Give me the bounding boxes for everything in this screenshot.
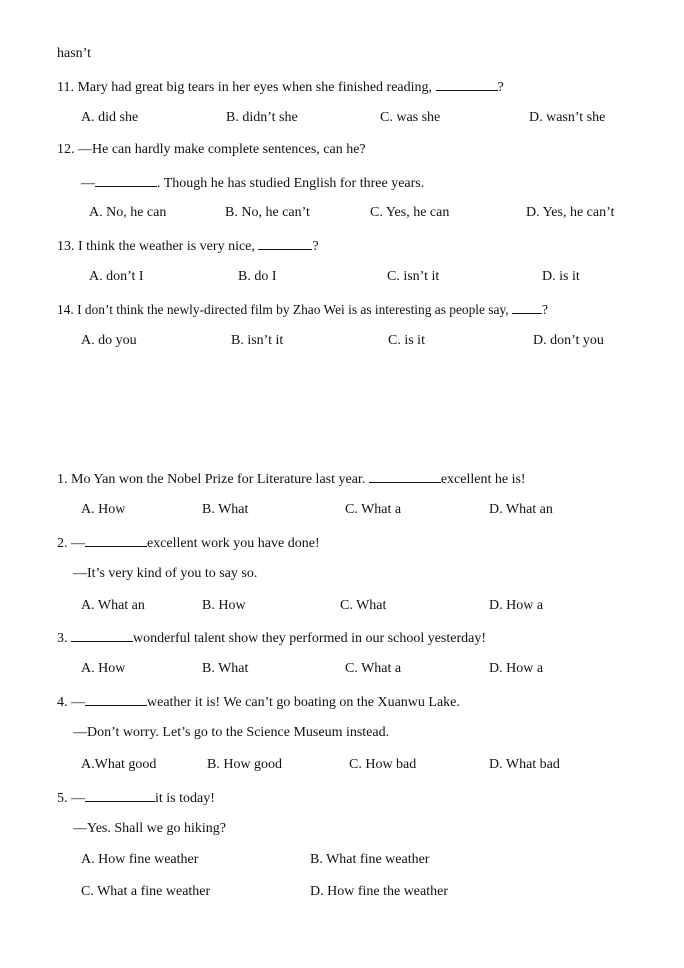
option-c: C. What a fine weather [81,884,211,899]
question-5-reply: —Yes. Shall we go hiking? [73,821,226,836]
question-13-stem [57,236,319,256]
option-a: A. How [81,661,126,676]
option-d: D. Yes, he can’t [526,205,615,220]
question-1-tail: excellent he is! [440,472,526,487]
question-2-text: excellent work you have done! [147,536,320,551]
answer-blank [512,300,542,314]
option-d: D. What bad [489,757,560,772]
question-4-reply: —Don’t worry. Let’s go to the Science Museum instead. [73,725,390,740]
option-b: B. What [202,502,249,517]
option-b: B. What fine weather [310,852,430,867]
option-d: D. How a [489,598,544,613]
answer-blank [436,77,498,91]
option-c: C. isn’t it [387,269,440,284]
question-2-stem [57,533,320,553]
option-c: C. Yes, he can [370,205,450,220]
option-d: D. How fine the weather [310,884,449,899]
question-2-number: 2. — [57,536,85,551]
question-5-text: it is today! [155,791,215,806]
option-a: A. don’t I [89,269,144,284]
option-c: C. What [340,598,387,613]
question-14-stem [57,300,548,319]
option-c: C. What a [345,661,402,676]
option-b: B. No, he can’t [225,205,310,220]
option-d: D. is it [542,269,580,284]
option-a: A. No, he can [89,205,167,220]
option-b: B. How [202,598,246,613]
question-5-stem [57,788,215,808]
answer-blank [85,788,155,802]
question-12-reply [81,173,424,193]
option-b: B. What [202,661,249,676]
option-d: D. How a [489,661,544,676]
answer-blank [369,469,441,483]
answer-blank [85,692,147,706]
question-11-mark: ? [497,80,504,95]
question-4-number: 4. — [57,695,85,710]
answer-blank [95,173,157,187]
question-3-stem [57,628,486,648]
option-c: C. What a [345,502,402,517]
option-a: A. What an [81,598,145,613]
option-c: C. How bad [349,757,417,772]
option-c: C. is it [388,333,425,348]
question-11-stem [57,77,504,97]
option-d: D. don’t you [533,333,604,348]
option-b: B. do I [238,269,277,284]
question-3-text: wonderful talent show they performed in our school yesterday! [133,631,487,646]
option-b: B. isn’t it [231,333,284,348]
answer-blank [85,533,147,547]
option-a: A.What good [81,757,157,772]
question-12-stem: 12. —He can hardly make complete sentences, can he? [57,142,366,157]
option-a: A. did she [81,110,139,125]
question-13-text: 13. I think the weather is very nice, [57,239,255,254]
question-11-text: 11. Mary had great big tears in her eyes when she finished reading, [57,80,433,95]
option-b: B. How good [207,757,283,772]
reply-dash: — [81,176,95,191]
question-1-stem [57,469,526,489]
question-1-text: 1. Mo Yan won the Nobel Prize for Literature last year. [57,472,366,487]
question-13-mark: ? [312,239,319,254]
question-5-number: 5. — [57,791,85,806]
question-4-stem [57,692,460,712]
question-14-text: 14. I don’t think the newly-directed film by Zhao Wei is as interesting as people say, [57,302,509,317]
option-a: A. do you [81,333,137,348]
option-a: A. How [81,502,126,517]
option-d: D. wasn’t she [529,110,606,125]
option-c: C. was she [380,110,441,125]
question-14-mark: ? [541,302,548,317]
option-d: D. What an [489,502,553,517]
option-b: B. didn’t she [226,110,298,125]
question-12-reply-text: . Though he has studied English for three years. [157,176,425,191]
question-3-number: 3. [57,631,68,646]
question-4-text: weather it is! We can’t go boating on the Xuanwu Lake. [147,695,460,710]
question-2-reply: —It’s very kind of you to say so. [73,566,258,581]
answer-blank [258,236,312,250]
option-a: A. How fine weather [81,852,199,867]
carryover-text: hasn’t [57,46,91,61]
answer-blank [71,628,133,642]
